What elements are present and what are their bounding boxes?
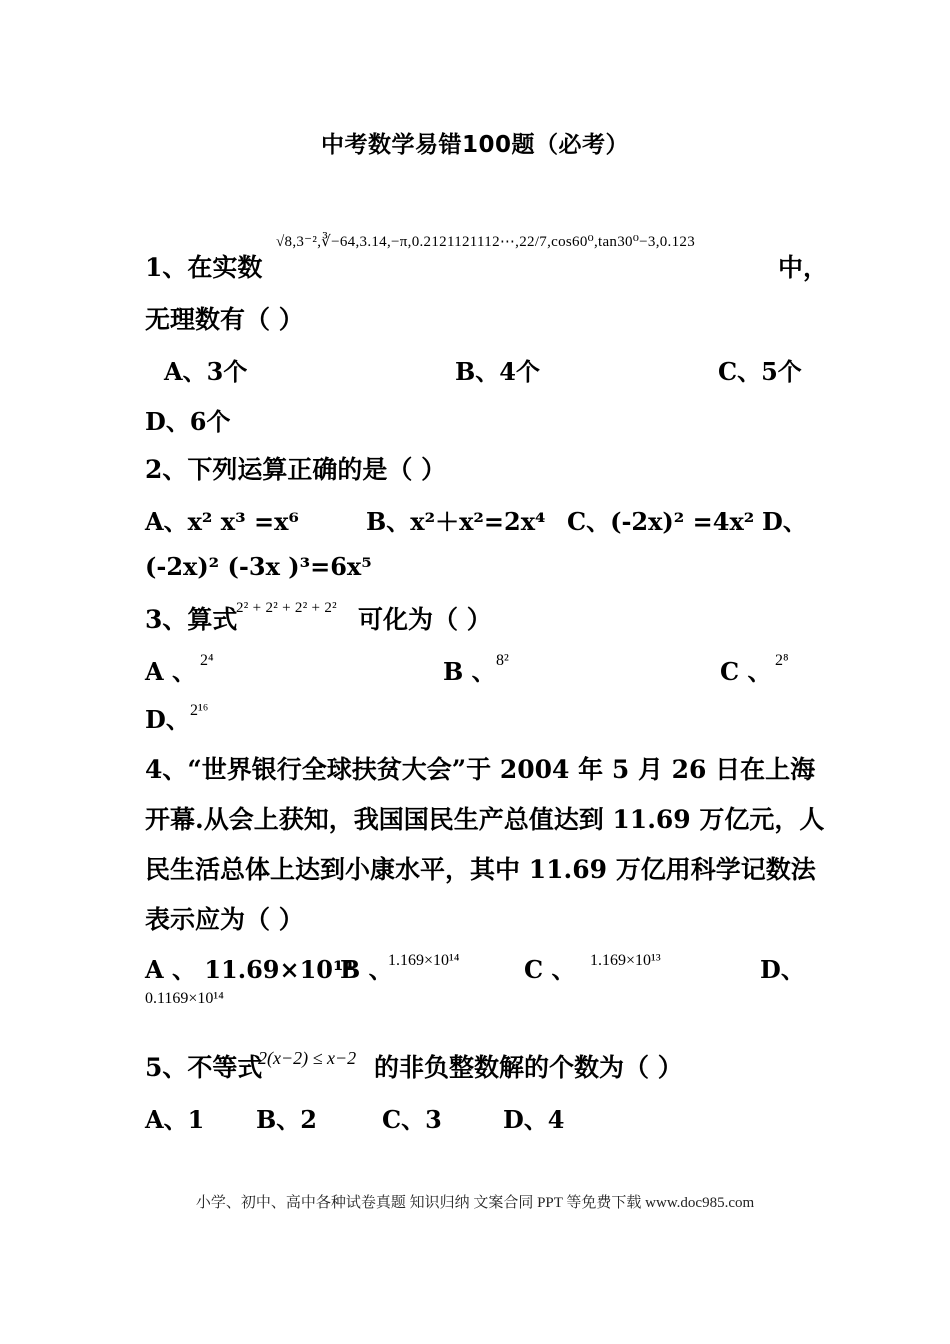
q2-option-b: B、x²＋x²=2x⁴	[366, 507, 546, 536]
q4-option-a: A 、 11.69×10¹⁴	[145, 955, 355, 984]
page-title: 中考数学易错100题（必考）	[320, 132, 629, 158]
q5-math: 2(x−2) ≤ x−2	[258, 1048, 357, 1068]
q4-line-3: 民生活总体上达到小康水平，其中 11.69 万亿用科学记数法	[145, 855, 816, 884]
q5-prefix: 5、不等式	[145, 1053, 263, 1082]
q1-option-b: B、4个	[455, 357, 540, 386]
q4-option-b-label: B 、	[340, 955, 393, 984]
q1-line2: 无理数有（ ）	[145, 305, 304, 334]
q4-line-2: 开幕.从会上获知，我国国民生产总值达到 11.69 万亿元，人	[145, 805, 825, 834]
q5-option-c: C、3	[382, 1105, 442, 1134]
q5-option-d: D、4	[503, 1105, 565, 1134]
q4-line-4: 表示应为（ ）	[145, 905, 304, 934]
q4-line-1: 4、“世界银行全球扶贫大会”于 2004 年 5 月 26 日在上海	[145, 755, 816, 784]
q1-option-a: A、3个	[164, 357, 248, 386]
q4-option-d-value: 0.1169×10¹⁴	[145, 990, 224, 1007]
q5-suffix: 的非负整数解的个数为（ ）	[374, 1053, 683, 1082]
q3-suffix: 可化为（ ）	[358, 605, 492, 634]
q1-math: √8,3⁻²,∛−64,3.14,−π,0.2121121112⋯,22/7,cos60⁰,tan30⁰−3,0.123	[276, 234, 696, 250]
q1-prefix: 1、在实数	[145, 253, 263, 282]
q2-option-d-expr: (-2x)² (-3x )³=6x⁵	[145, 552, 372, 581]
page-footer: 小学、初中、高中各种试卷真题 知识归纳 文案合同 PPT 等免费下载 www.doc985.com	[195, 1195, 755, 1211]
q4-option-b-value: 1.169×10¹⁴	[388, 952, 460, 969]
q3-option-a-label: A 、	[145, 657, 196, 686]
q3-option-d-value: 2¹⁶	[190, 702, 209, 719]
q4-option-d-label: D、	[760, 955, 805, 984]
q3-option-c-label: C 、	[720, 657, 772, 686]
q2-option-c: C、(-2x)² =4x²	[567, 507, 755, 536]
q3-option-c-value: 2⁸	[775, 652, 789, 669]
q3-option-d-label: D、	[145, 705, 190, 734]
q5-option-b: B、2	[256, 1105, 317, 1134]
q1-option-c: C、5个	[718, 357, 802, 386]
q5-option-a: A、1	[145, 1105, 205, 1134]
q3-option-a-value: 2⁴	[200, 652, 214, 669]
q3-prefix: 3、算式	[145, 605, 238, 634]
q2-option-d-label: D、	[762, 507, 807, 536]
q4-option-c-value: 1.169×10¹³	[590, 952, 661, 969]
q2-stem: 2、下列运算正确的是（ ）	[145, 455, 447, 484]
q2-option-a: A、x² x³ =x⁶	[145, 507, 299, 536]
q3-option-b-value: 8²	[496, 652, 509, 669]
q3-option-b-label: B 、	[443, 657, 496, 686]
q1-option-d: D、6个	[145, 407, 231, 436]
q3-math: 2² + 2² + 2² + 2²	[236, 600, 337, 616]
q4-option-c-label: C 、	[524, 955, 576, 984]
q1-suffix: 中，	[778, 253, 829, 282]
